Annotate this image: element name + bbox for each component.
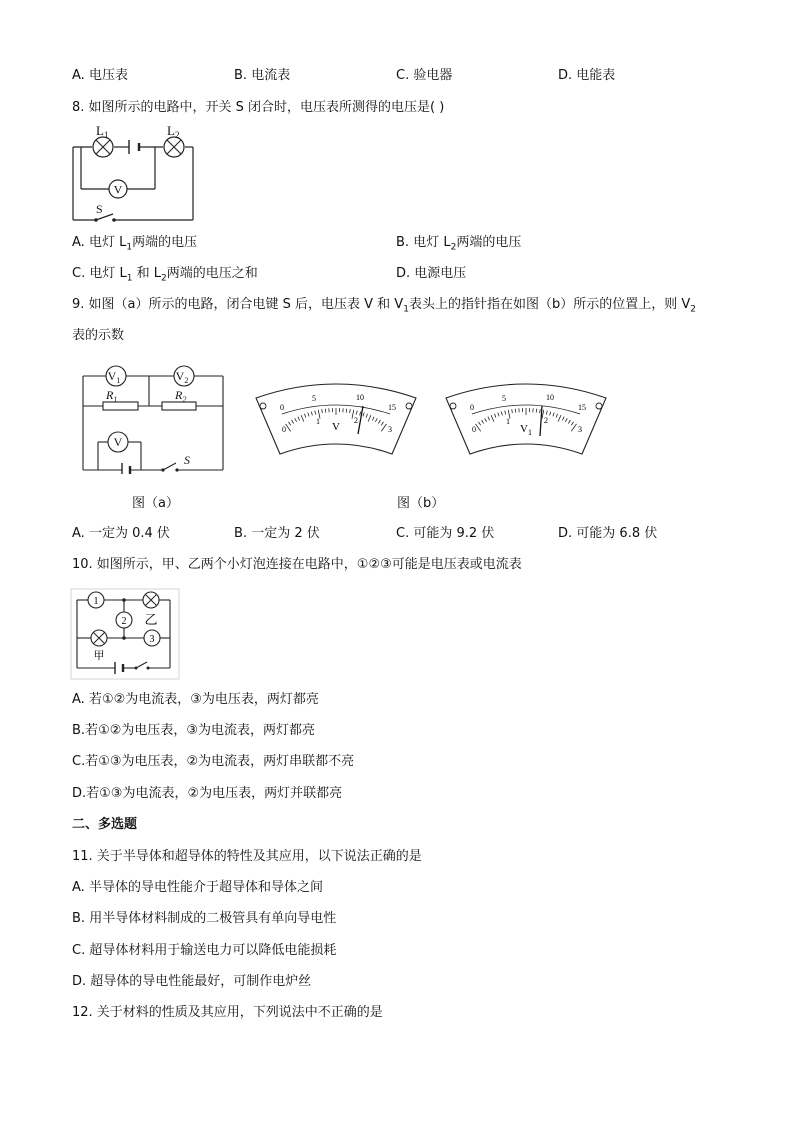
svg-text:3: 3 — [149, 634, 155, 645]
label-jia: 甲 — [93, 650, 105, 662]
meter-3-icon — [144, 630, 160, 646]
svg-text:0: 0 — [280, 403, 284, 412]
q10-option-b: B.若①②为电压表，③为电流表，两灯都亮 — [72, 723, 316, 738]
scale-tick — [346, 409, 347, 413]
q11-option-b: B. 用半导体材料制成的二极管具有单向导电性 — [72, 911, 337, 926]
resistor-r2-icon — [162, 402, 196, 410]
svg-text:1: 1 — [93, 596, 99, 607]
q9-option-a: A. 一定为 0.4 伏 — [72, 526, 170, 541]
svg-text:15: 15 — [578, 403, 586, 412]
q7-option-a: A. 电压表 — [72, 68, 128, 83]
svg-text:1: 1 — [506, 417, 510, 426]
meter-2-icon — [116, 612, 132, 628]
figure-a-caption: 图（a） — [132, 496, 179, 511]
scale-tick — [515, 409, 516, 413]
svg-text:5: 5 — [502, 394, 506, 403]
voltmeter-icon — [109, 180, 127, 198]
label-s: S — [96, 202, 103, 216]
lamp-l1-icon — [93, 137, 113, 157]
lamp-jia-icon — [91, 630, 107, 646]
svg-text:V1: $V_1$ — [107, 369, 121, 385]
svg-text:V: V — [113, 182, 123, 197]
q8-option-d: D. 电源电压 — [396, 266, 467, 281]
q11-option-c: C. 超导体材料用于输送电力可以降低电能损耗 — [72, 943, 337, 958]
voltmeter-v-icon — [108, 432, 128, 452]
svg-text:10: 10 — [546, 393, 554, 402]
svg-text:1: 1 — [316, 417, 320, 426]
svg-text:2: 2 — [544, 416, 548, 425]
resistor-r1-icon — [103, 402, 138, 410]
svg-text:0: 0 — [470, 403, 474, 412]
svg-text:2: 2 — [354, 416, 358, 425]
svg-text:2: 2 — [121, 616, 127, 627]
q9-option-d: D. 可能为 6.8 伏 — [558, 526, 658, 541]
q10-option-d: D.若①③为电流表，②为电压表，两灯并联都亮 — [72, 786, 343, 801]
q7-option-d: D. 电能表 — [558, 68, 616, 83]
label-l2: $L_2$ — [167, 123, 180, 140]
svg-text:5: 5 — [312, 394, 316, 403]
q8-option-a: A. 电灯 $L_1$两端的电压 — [72, 235, 198, 253]
q9-circuit-figure-a — [78, 362, 228, 474]
meter-v-label: V — [332, 421, 340, 433]
q8-option-c: C. 电灯 $L_1$ 和 $L_2$两端的电压之和 — [72, 266, 258, 284]
q11-option-d: D. 超导体的导电性能最好，可制作电炉丝 — [72, 974, 312, 989]
svg-text:V2: $V_2$ — [175, 369, 189, 385]
q8-stem: 8. 如图所示的电路中，开关 S 闭合时，电压表所测得的电压是( ) — [72, 100, 445, 115]
q10-option-a: A. 若①②为电流表，③为电压表，两灯都亮 — [72, 692, 319, 707]
q10-circuit-figure — [70, 588, 180, 680]
label-l1: $L_1$ — [96, 123, 109, 140]
svg-text:0: 0 — [472, 425, 476, 434]
svg-text:3: 3 — [578, 425, 582, 434]
q8-circuit-figure — [66, 118, 200, 226]
label-r2: $R_2$ — [175, 388, 187, 404]
q10-option-c: C.若①③为电压表，②为电流表，两灯串联都不亮 — [72, 754, 355, 769]
q11-option-a: A. 半导体的导电性能介于超导体和导体之间 — [72, 880, 323, 895]
meter-v-face — [256, 384, 416, 454]
q9-meter-v1 — [442, 378, 610, 458]
q9-stem-line2: 表的示数 — [72, 328, 125, 343]
q9-option-c: C. 可能为 9.2 伏 — [396, 526, 495, 541]
q8-option-b: B. 电灯 $L_2$两端的电压 — [396, 235, 522, 253]
lamp-yi-icon — [143, 592, 159, 608]
q7-option-b: B. 电流表 — [234, 68, 291, 83]
q11-stem: 11. 关于半导体和超导体的特性及其应用，以下说法正确的是 — [72, 849, 422, 864]
label-s: S — [184, 453, 190, 467]
svg-text:15: 15 — [388, 403, 396, 412]
q10-stem: 10. 如图所示，甲、乙两个小灯泡连接在电路中，①②③可能是电压表或电流表 — [72, 557, 522, 572]
voltmeter-v2-icon — [174, 366, 194, 386]
lamp-l2-icon — [164, 137, 184, 157]
label-r1: $R_1$ — [106, 388, 118, 404]
label-yi: 乙 — [144, 612, 158, 627]
q9-meter-v — [252, 378, 420, 458]
svg-text:3: 3 — [388, 425, 392, 434]
scale-tick — [536, 409, 537, 413]
svg-text:V: V — [113, 435, 123, 449]
svg-text:10: 10 — [356, 393, 364, 402]
q9-option-b: B. 一定为 2 伏 — [234, 526, 320, 541]
figure-b-caption: 图（b） — [397, 496, 445, 511]
scale-tick — [325, 409, 326, 413]
voltmeter-v1-icon — [106, 366, 126, 386]
meter-1-icon — [88, 592, 104, 608]
q9-stem-line1: 9. 如图（a）所示的电路，闭合电键 S 后，电压表 V 和 $V_1$表头上的指针指在如图（b）所示的位置上，则 $V_2$ — [72, 297, 696, 315]
q12-stem: 12. 关于材料的性质及其应用，下列说法中不正确的是 — [72, 1005, 383, 1020]
meter-v1-face — [446, 384, 606, 454]
svg-text:0: 0 — [282, 425, 286, 434]
section-heading: 二、多选题 — [72, 817, 138, 832]
q7-option-c: C. 验电器 — [396, 68, 453, 83]
meter-v1-label: $V_1$ — [520, 423, 532, 437]
